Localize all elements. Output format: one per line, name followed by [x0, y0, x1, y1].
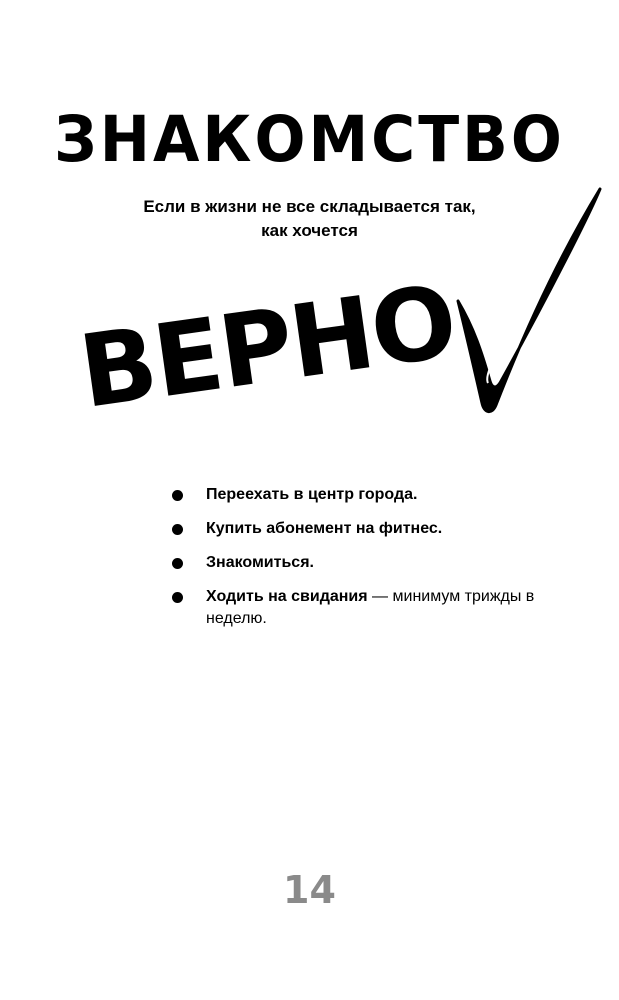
subtitle-line-1: Если в жизни не все складывается так, [143, 197, 476, 216]
list-item-bold: Купить абонемент на фитнес. [206, 520, 443, 537]
bullet-icon [172, 592, 183, 603]
bullet-icon [172, 490, 183, 501]
page-number: 14 [283, 868, 336, 912]
list-item [172, 586, 572, 630]
list-item-bold: Ходить на свидания [206, 588, 368, 605]
list-item-bold: Знакомиться. [206, 554, 314, 571]
page-title: ЗНАКОМСТВО [54, 103, 565, 177]
list-item [172, 484, 572, 506]
subtitle-line-2: как хочется [261, 221, 358, 240]
checklist [172, 484, 572, 642]
bullet-icon [172, 524, 183, 535]
list-item [172, 552, 572, 574]
list-item [172, 518, 572, 540]
list-item-rest: — минимум трижды в неделю. [206, 588, 535, 627]
list-item-bold: Переехать в центр города. [206, 486, 418, 503]
bullet-icon [172, 558, 183, 569]
big-word-verno: ВЕРНО [72, 262, 462, 431]
checkmark-icon [440, 183, 610, 423]
